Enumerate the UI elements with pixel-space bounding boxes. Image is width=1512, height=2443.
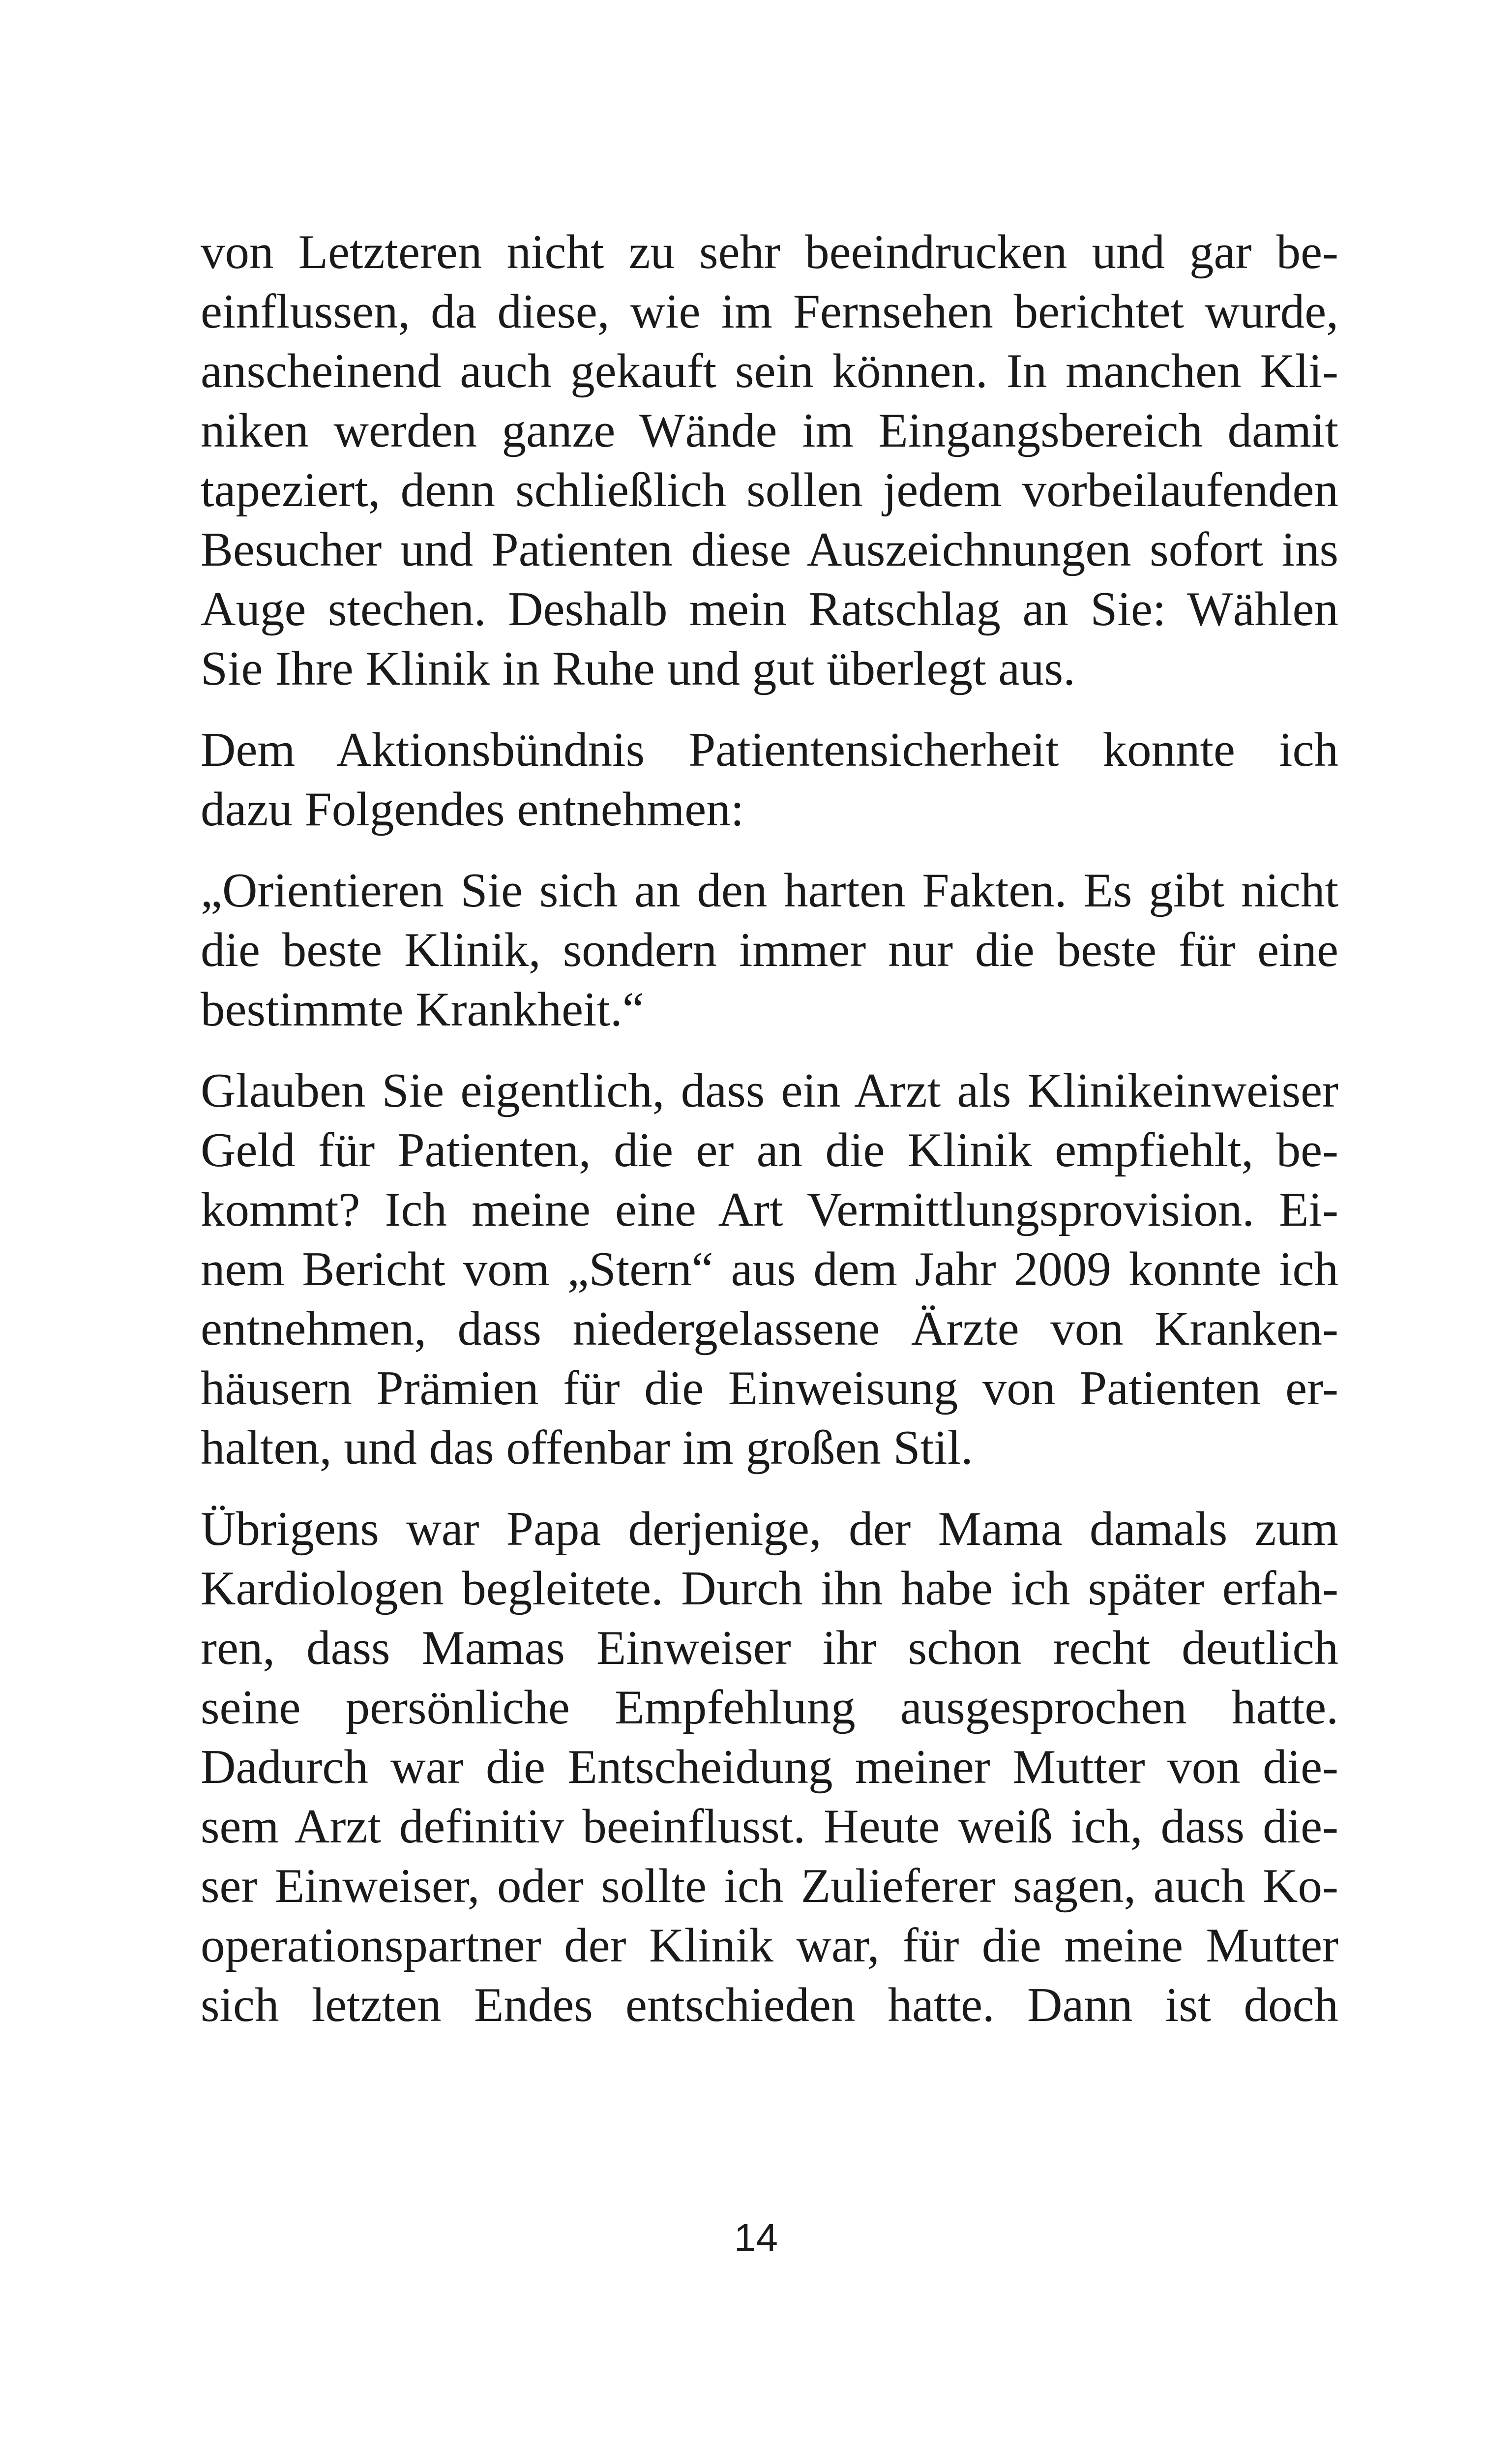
text-line: tapeziert, denn schließlich sollen jedem vorbeilaufenden — [201, 463, 1338, 517]
text-line: Glauben Sie eigentlich, dass ein Arzt als Klinikeinweiser — [201, 1064, 1338, 1117]
quote-paragraph — [201, 861, 1338, 1039]
text-line: sem Arzt definitiv beeinflusst. Heute weiß ich, dass die- — [201, 1800, 1338, 1853]
text-line: bestimmte Krankheit.“ — [201, 983, 644, 1036]
text-line: operationspartner der Klinik war, für die meine Mutter — [201, 1919, 1338, 1972]
text-line: von Letzteren nicht zu sehr beeindrucken und gar be- — [201, 225, 1338, 279]
paragraph-4 — [201, 1061, 1338, 1478]
text-line: ren, dass Mamas Einweiser ihr schon recht deutlich — [201, 1621, 1338, 1675]
text-line: kommt? Ich meine eine Art Vermittlungsprovision. Ei- — [201, 1183, 1338, 1237]
text-line: halten, und das offenbar im großen Stil. — [201, 1421, 973, 1475]
text-line: Besucher und Patienten diese Auszeichnungen sofort ins — [201, 523, 1338, 576]
text-line: sich letzten Endes entschieden hatte. Dann ist doch — [201, 1978, 1338, 2032]
text-line: nem Bericht vom „Stern“ aus dem Jahr 2009 konnte ich — [201, 1242, 1338, 1296]
paragraph-1 — [201, 222, 1338, 698]
text-line: einflussen, da diese, wie im Fernsehen berichtet wurde, — [201, 285, 1338, 338]
paragraph-2 — [201, 720, 1338, 839]
text-line: entnehmen, dass niedergelassene Ärzte von Kranken- — [201, 1302, 1338, 1356]
text-line: seine persönliche Empfehlung ausgesprochen hatte. — [201, 1681, 1338, 1734]
text-line: dazu Folgendes entnehmen: — [201, 783, 744, 836]
text-line: Dadurch war die Entscheidung meiner Mutter von die- — [201, 1740, 1338, 1794]
text-line: die beste Klinik, sondern immer nur die beste für eine — [201, 923, 1338, 977]
text-line: Übrigens war Papa derjenige, der Mama damals zum — [201, 1502, 1338, 1556]
text-line: Sie Ihre Klinik in Ruhe und gut überlegt aus. — [201, 642, 1075, 695]
text-line: „Orientieren Sie sich an den harten Fakten. Es gibt nicht — [201, 864, 1338, 917]
text-line: Auge stechen. Deshalb mein Ratschlag an Sie: Wählen — [201, 582, 1338, 636]
text-line: Geld für Patienten, die er an die Klinik empfiehlt, be- — [201, 1123, 1338, 1177]
page-number: 14 — [734, 2216, 778, 2260]
body-text — [201, 222, 1338, 2056]
paragraph-5 — [201, 1499, 1338, 2035]
text-line: ser Einweiser, oder sollte ich Zulieferer sagen, auch Ko- — [201, 1859, 1338, 1913]
text-line: Dem Aktionsbündnis Patientensicherheit konnte ich — [201, 723, 1338, 777]
text-line: anscheinend auch gekauft sein können. In manchen Kli- — [201, 344, 1338, 398]
text-line: niken werden ganze Wände im Eingangsbereich damit — [201, 404, 1338, 457]
text-line: häusern Prämien für die Einweisung von Patienten er- — [201, 1361, 1338, 1415]
text-line: Kardiologen begleitete. Durch ihn habe ich später erfah- — [201, 1562, 1338, 1615]
